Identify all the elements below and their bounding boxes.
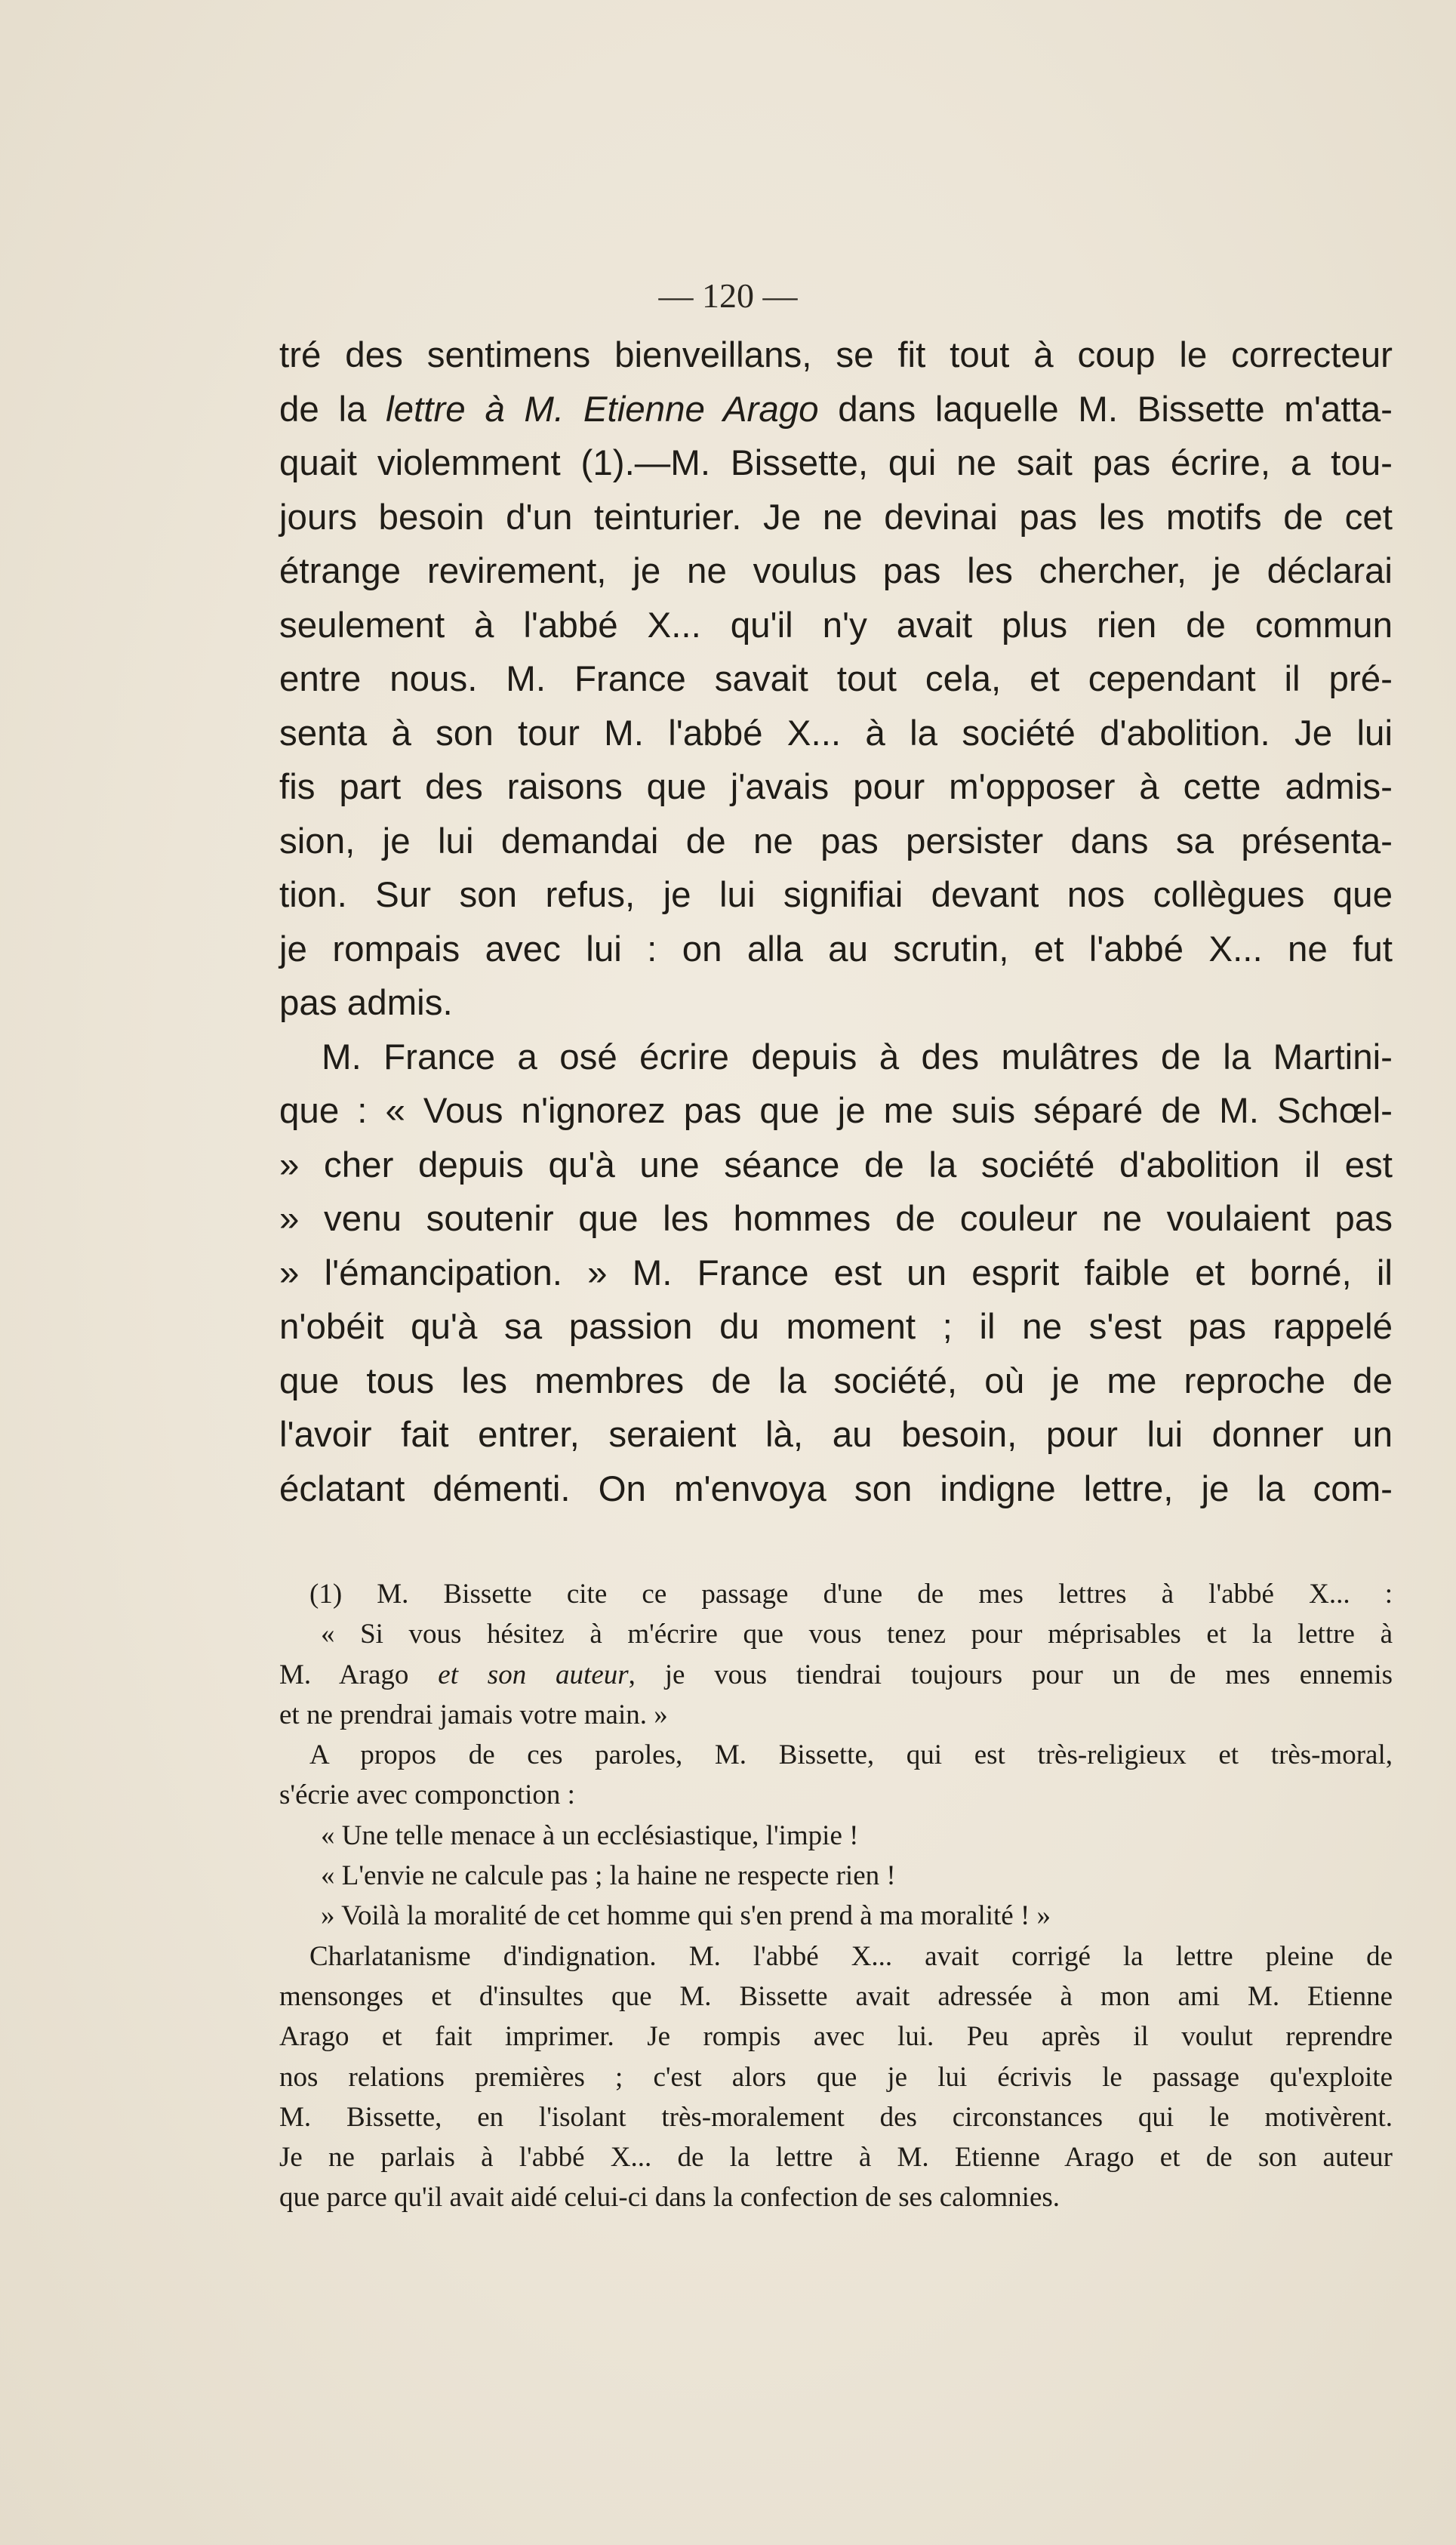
text-line: éclatant démenti. On m'envoya son indigne lettre, je la com- — [279, 1468, 1393, 1509]
footnote-line: Arago et fait imprimer. Je rompis avec lui. Peu après il voulut reprendre — [279, 2021, 1393, 2053]
text-line: l'avoir fait entrer, seraient là, au besoin, pour lui donner un — [279, 1415, 1393, 1455]
main-text-body — [279, 328, 1393, 1516]
footnote-line: et ne prendrai jamais votre main. » — [279, 1699, 668, 1730]
text-line: étrange revirement, je ne voulus pas les chercher, je déclarai — [279, 551, 1393, 591]
footnote-line: « L'envie ne calcule pas ; la haine ne respecte rien ! — [321, 1860, 896, 1892]
footnote-line: « Une telle menace à un ecclésiastique, l'impie ! — [321, 1819, 859, 1851]
text-line: seulement à l'abbé X... qu'il n'y avait plus rien de commun — [279, 605, 1393, 645]
footnote-line: Charlatanisme d'indignation. M. l'abbé X... avait corrigé la lettre pleine de — [309, 1940, 1393, 1972]
footnote-line: M. Arago et son auteur, je vous tiendrai toujours pour un de mes ennemis — [279, 1659, 1393, 1690]
text-line: » l'émancipation. » M. France est un esprit faible et borné, il — [279, 1252, 1393, 1293]
text-line: » venu soutenir que les hommes de couleur ne voulaient pas — [279, 1199, 1393, 1239]
text-line: que : « Vous n'ignorez pas que je me suis séparé de M. Schœl- — [279, 1091, 1393, 1131]
text-line: de la lettre à M. Etienne Arago dans laquelle M. Bissette m'atta- — [279, 389, 1393, 430]
footnotes — [279, 1574, 1393, 2218]
footnote-line: mensonges et d'insultes que M. Bissette avait adressée à mon ami M. Etienne — [279, 1980, 1393, 2012]
italic-text: et son auteur — [438, 1659, 629, 1690]
text-line: senta à son tour M. l'abbé X... à la société d'abolition. Je lui — [279, 713, 1393, 753]
footnote-line: Je ne parlais à l'abbé X... de la lettre à M. Etienne Arago et de son auteur — [279, 2142, 1393, 2174]
text-line: fis part des raisons que j'avais pour m'opposer à cette admis- — [279, 767, 1393, 807]
footnote-line: « Si vous hésitez à m'écrire que vous tenez pour méprisables et la lettre à — [321, 1619, 1393, 1650]
text-line: entre nous. M. France savait tout cela, et cependant il pré- — [279, 659, 1393, 699]
text-line: jours besoin d'un teinturier. Je ne devinai pas les motifs de cet — [279, 497, 1393, 538]
footnote-line: A propos de ces paroles, M. Bissette, qui est très-religieux et très-moral, — [309, 1739, 1393, 1771]
text-line: quait violemment (1).—M. Bissette, qui ne sait pas écrire, a tou- — [279, 443, 1393, 483]
text-line: n'obéit qu'à sa passion du moment ; il ne s'est pas rappelé — [279, 1307, 1393, 1347]
footnote-line: nos relations premières ; c'est alors que je lui écrivis le passage qu'exploite — [279, 2061, 1393, 2093]
text-line: M. France a osé écrire depuis à des mulâtres de la Martini- — [322, 1037, 1393, 1077]
text-line: » cher depuis qu'à une séance de la société d'abolition il est — [279, 1145, 1393, 1185]
footnote-line: (1) M. Bissette cite ce passage d'une de mes lettres à l'abbé X... : — [309, 1579, 1393, 1610]
italic-text: lettre à M. Etienne Arago — [386, 389, 819, 430]
text-line: pas admis. — [279, 983, 453, 1023]
footnote-line: » Voilà la moralité de cet homme qui s'en prend à ma moralité ! » — [321, 1900, 1051, 1932]
footnote-line: que parce qu'il avait aidé celui-ci dans la confection de ses calomnies. — [279, 2182, 1060, 2214]
page-number: — 120 — — [658, 276, 798, 315]
footnote-line: s'écrie avec componction : — [279, 1779, 575, 1811]
text-line: sion, je lui demandai de ne pas persister dans sa présenta- — [279, 821, 1393, 861]
text-line: tré des sentimens bienveillans, se fit tout à coup le correcteur — [279, 335, 1393, 375]
footnote-line: M. Bissette, en l'isolant très-moralement des circonstances qui le motivèrent. — [279, 2101, 1393, 2133]
text-line: je rompais avec lui : on alla au scrutin, et l'abbé X... ne fut — [279, 929, 1393, 969]
text-line: que tous les membres de la société, où je me reproche de — [279, 1360, 1393, 1401]
text-line: tion. Sur son refus, je lui signifiai devant nos collègues que — [279, 875, 1393, 915]
